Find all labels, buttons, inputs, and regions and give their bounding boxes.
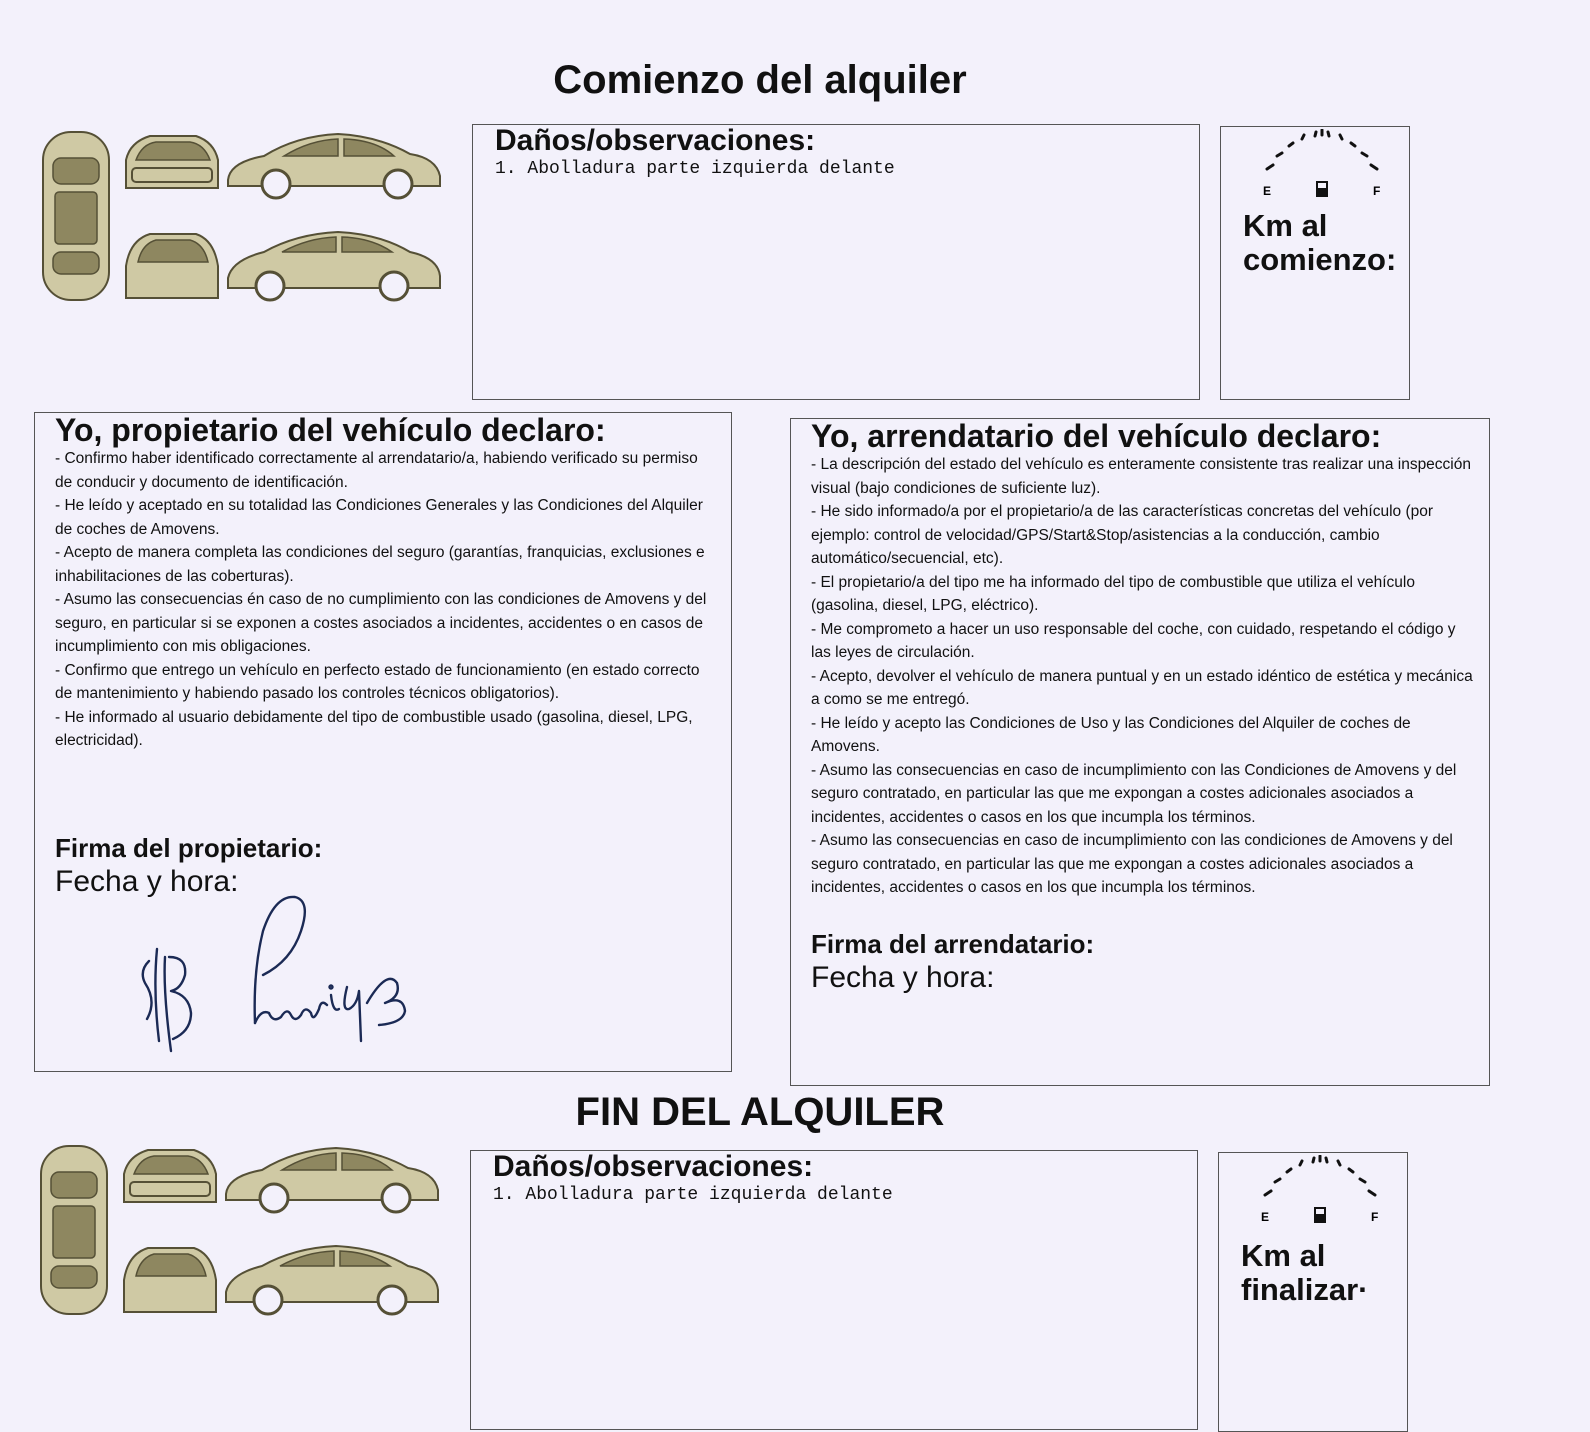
start-km-box bbox=[1220, 126, 1410, 400]
gauge-empty-label: E bbox=[1261, 1210, 1270, 1224]
owner-clause: - Confirmo que entrego un vehículo en perfecto estado de funcionamiento (en estado correcto de mantenimiento y habiendo pasado los controles técnicos obligatorios). bbox=[55, 661, 700, 702]
renter-clause: - La descripción del estado del vehículo es enteramente consistente tras realizar una inspección visual (bajo condiciones de suficiente luz). bbox=[811, 456, 1471, 497]
owner-clause: - Asumo las consecuencias én caso de no cumplimiento con las condiciones de Amovens y del seguro, en particular si se exponen a costes asociados a incidentes, accidentes o en casos de incumplimiento con mis obligaciones. bbox=[55, 591, 707, 655]
start-km-label-1: Km al bbox=[1243, 208, 1328, 243]
fuel-gauge-icon bbox=[1259, 129, 1385, 203]
gauge-full-label: F bbox=[1371, 1210, 1379, 1224]
start-title: Comienzo del alquiler bbox=[553, 58, 967, 102]
owner-clause: - Confirmo haber identificado correctamente al arrendatario/a, habiendo verificado su permiso de conducir y documento de identificación. bbox=[55, 450, 698, 491]
renter-heading: Yo, arrendatario del vehículo declaro: bbox=[811, 418, 1382, 454]
start-km-label-2: comienzo: bbox=[1243, 242, 1397, 277]
car-front-view-icon bbox=[124, 1150, 216, 1202]
renter-clause: - Asumo las consecuencias en caso de incumplimiento con las condiciones de Amovens y del seguro contratado, en particular las que me expongan a costes adicionales asociados a incidentes, accidentes o casos en los que incumpla los términos. bbox=[811, 832, 1453, 896]
car-diagram-icon bbox=[36, 1142, 446, 1320]
owner-clause: - He informado al usuario debidamente del tipo de combustible usado (gasolina, diesel, LPG, electricidad). bbox=[55, 708, 693, 749]
renter-signature-label: Firma del arrendatario: bbox=[811, 929, 1095, 959]
owner-heading: Yo, propietario del vehículo declaro: bbox=[55, 412, 606, 448]
signature-image bbox=[135, 891, 425, 1061]
owner-declaration-box bbox=[34, 412, 732, 1072]
car-side-right-view-icon bbox=[228, 134, 440, 198]
car-front-view-icon bbox=[126, 136, 218, 188]
end-km-box bbox=[1218, 1152, 1408, 1432]
car-top-view-icon bbox=[41, 1146, 107, 1314]
renter-date-label: Fecha y hora: bbox=[811, 961, 995, 994]
renter-clauses bbox=[811, 453, 1479, 900]
start-damages-note: 1. Abolladura parte izquierda delante bbox=[495, 159, 895, 179]
renter-clause: - El propietario/a del tipo me ha informado del tipo de combustible que utiliza el vehículo (gasolina, diesel, LPG, eléctrico). bbox=[811, 573, 1415, 614]
end-damages-note: 1. Abolladura parte izquierda delante bbox=[493, 1185, 893, 1205]
gauge-empty-label: E bbox=[1263, 184, 1272, 198]
renter-clause: - He sido informado/a por el propietario/a de las características concretas del vehículo (por ejemplo: control de velocidad/GPS/Start&Stop/asistencias a la conducción, cambio automático/secuencial, etc). bbox=[811, 503, 1434, 567]
end-km-label-1: Km al bbox=[1241, 1238, 1326, 1273]
renter-clause: - Asumo las consecuencias en caso de incumplimiento con las Condiciones de Amovens y del seguro contratado, en particular las que me expongan a costes adicionales asociados a incidentes, accidentes o casos en los que incumpla los términos. bbox=[811, 761, 1457, 826]
car-top-view-icon bbox=[43, 132, 109, 300]
end-title: FIN DEL ALQUILER bbox=[575, 1090, 945, 1134]
fuel-pump-icon bbox=[1316, 181, 1328, 197]
car-rear-view-icon bbox=[126, 234, 218, 298]
end-damages-heading: Daños/observaciones: bbox=[493, 1150, 814, 1183]
owner-clause: - He leído y aceptado en su totalidad las Condiciones Generales y las Condiciones del Alquiler de coches de Amovens. bbox=[55, 497, 703, 538]
car-diagram-icon bbox=[38, 128, 448, 306]
owner-signature-label: Firma del propietario: bbox=[55, 833, 323, 863]
car-side-right-view-icon bbox=[226, 1148, 438, 1212]
renter-clause: - He leído y acepto las Condiciones de Uso y las Condiciones del Alquiler de coches de Amovens. bbox=[811, 714, 1411, 755]
car-rear-view-icon bbox=[124, 1248, 216, 1312]
gauge-full-label: F bbox=[1373, 184, 1381, 198]
renter-clause: - Me comprometo a hacer un uso responsable del coche, con cuidado, respetando el código y las leyes de circulación. bbox=[811, 620, 1456, 661]
car-side-left-view-icon bbox=[226, 1246, 438, 1314]
car-side-left-view-icon bbox=[228, 232, 440, 300]
owner-clauses bbox=[55, 447, 715, 753]
owner-clause: - Acepto de manera completa las condiciones del seguro (garantías, franquicias, exclusiones e inhabilitaciones de las coberturas). bbox=[55, 544, 705, 585]
renter-clause: - Acepto, devolver el vehículo de manera puntual y en un estado idéntico de estética y mecánica a como se me entregó. bbox=[811, 667, 1473, 708]
fuel-pump-icon bbox=[1314, 1207, 1326, 1223]
end-damages-box bbox=[470, 1150, 1198, 1430]
start-damages-heading: Daños/observaciones: bbox=[495, 124, 816, 157]
owner-date-label: Fecha y hora: bbox=[55, 865, 239, 898]
start-damages-box bbox=[472, 124, 1200, 400]
fuel-gauge-icon bbox=[1257, 1155, 1383, 1229]
renter-declaration-box bbox=[790, 418, 1490, 1086]
end-km-label-2: finalizar· bbox=[1241, 1272, 1369, 1307]
